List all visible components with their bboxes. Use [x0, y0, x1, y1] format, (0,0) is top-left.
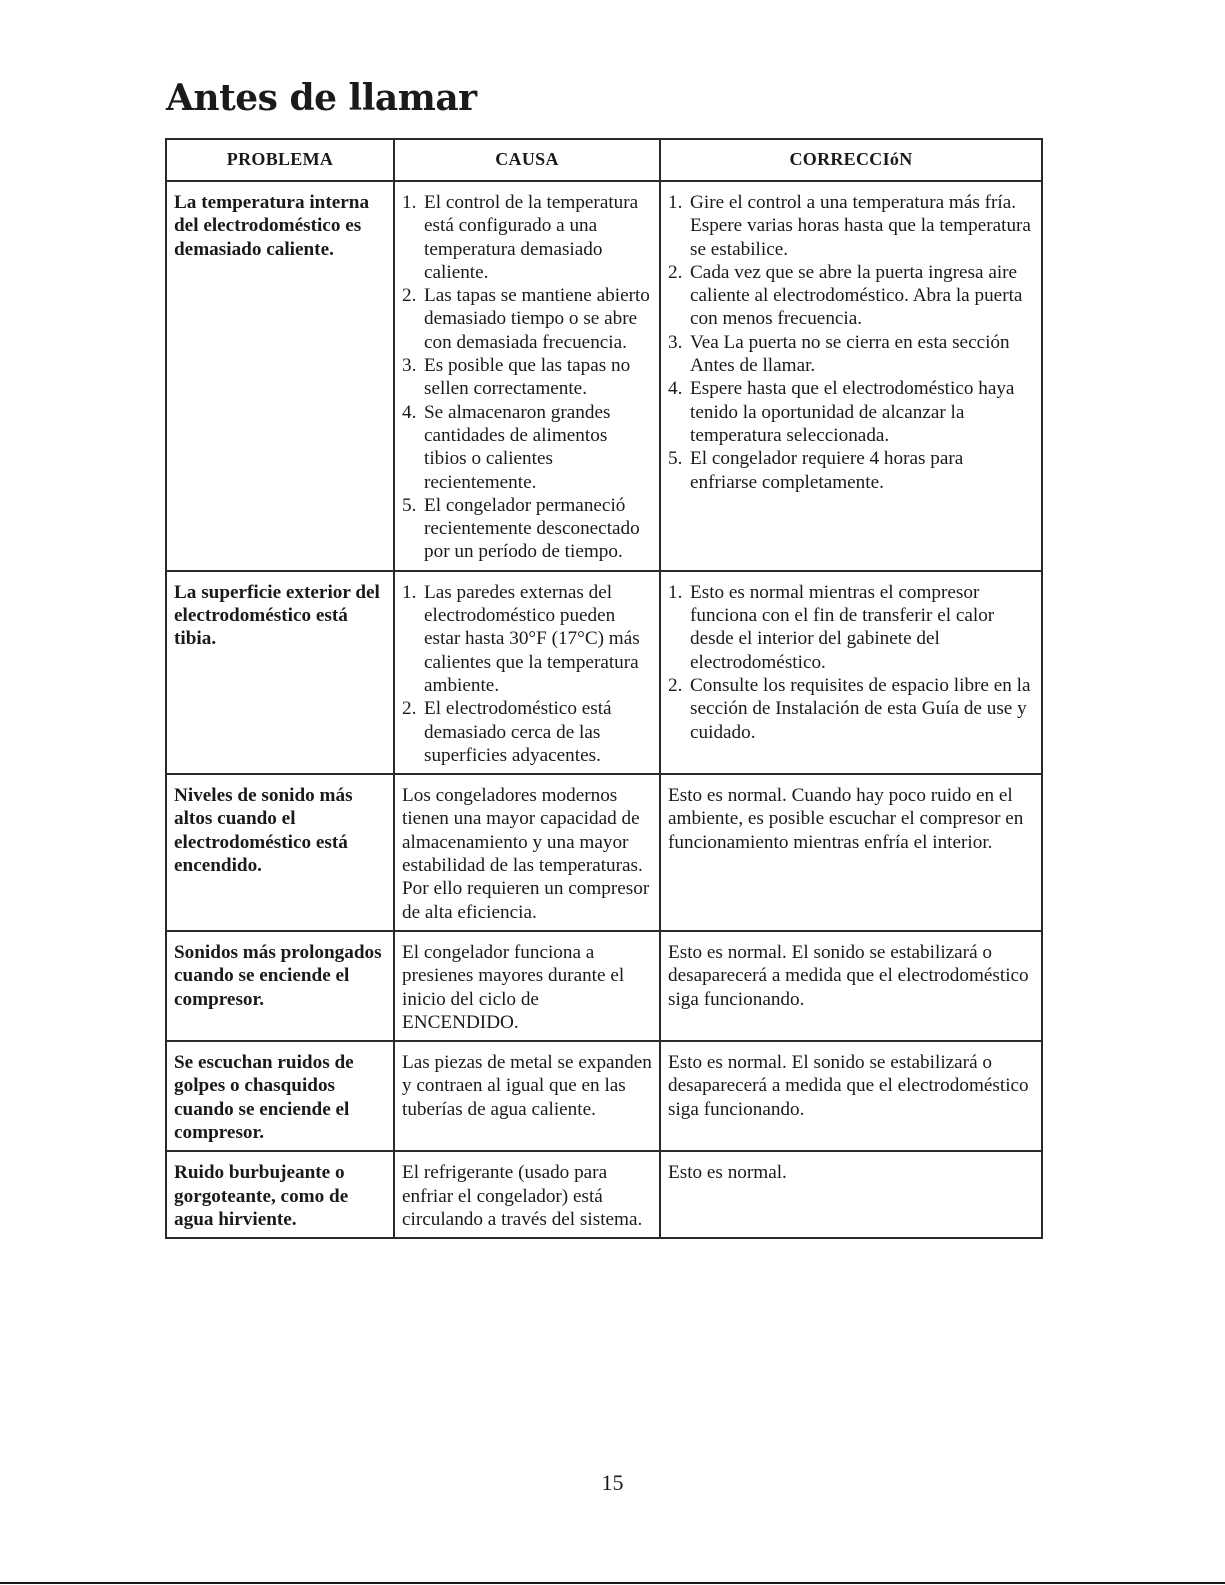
table-header-row: [166, 139, 1042, 181]
page-number: 15: [601, 1470, 624, 1495]
page-title: Antes de llamar: [166, 77, 477, 119]
table-row: [166, 1151, 1042, 1238]
column-header-cause: CAUSA: [394, 139, 660, 181]
correction-cell: Esto es normal.: [660, 1151, 1042, 1238]
correction-cell: Esto es normal. Cuando hay poco ruido en el ambiente, es posible escuchar el compresor en funcionamiento mientras enfría el interior.: [660, 774, 1042, 931]
table-row: [166, 1041, 1042, 1151]
column-header-correction: CORRECCIóN: [660, 139, 1042, 181]
list-item: 2. Consulte los requisites de espacio libre en la sección de Instalación de esta Guía de use y cuidado.: [668, 674, 1031, 743]
correction-list: [668, 191, 1035, 494]
list-item: 1. El control de la temperatura está configurado a una temperatura demasiado caliente.: [402, 192, 639, 283]
cause-cell: El congelador funciona a presienes mayores durante el inicio del ciclo de ENCENDIDO.: [394, 931, 660, 1041]
problem-cell: Sonidos más prolongados cuando se enciende el compresor.: [166, 931, 394, 1041]
troubleshooting-table: [165, 138, 1043, 1239]
cause-cell: El refrigerante (usado para enfriar el congelador) está circulando a través del sistema.: [394, 1151, 660, 1238]
cause-list: [402, 191, 653, 564]
table-row: [166, 181, 1042, 571]
correction-cell: [660, 181, 1042, 571]
problem-cell: Ruido burbujeante o gorgoteante, como de agua hirviente.: [166, 1151, 394, 1238]
correction-cell: Esto es normal. El sonido se estabilizará o desaparecerá a medida que el electrodoméstico siga funcionando.: [660, 1041, 1042, 1151]
problem-cell: La temperatura interna del electrodoméstico es demasiado caliente.: [166, 181, 394, 571]
correction-cell: Esto es normal. El sonido se estabilizará o desaparecerá a medida que el electrodoméstico siga funcionando.: [660, 931, 1042, 1041]
cause-cell: Las piezas de metal se expanden y contraen al igual que en las tuberías de agua caliente.: [394, 1041, 660, 1151]
column-header-problem: PROBLEMA: [166, 139, 394, 181]
problem-cell: Se escuchan ruidos de golpes o chasquidos cuando se enciende el compresor.: [166, 1041, 394, 1151]
cause-cell: [394, 181, 660, 571]
list-item: 1. Gire el control a una temperatura más fría. Espere varias horas hasta que la temperatura se estabilice.: [668, 192, 1031, 260]
list-item: 2. Las tapas se mantiene abierto demasiado tiempo o se abre con demasiada frecuencia.: [402, 285, 650, 353]
list-item: 2. Cada vez que se abre la puerta ingresa aire caliente al electrodoméstico. Abra la puerta con menos frecuencia.: [668, 261, 1023, 330]
list-item: 4. Se almacenaron grandes cantidades de alimentos tibios o calientes recientemente.: [402, 401, 611, 493]
table-row: [166, 571, 1042, 774]
correction-cell: [660, 571, 1042, 774]
cause-cell: [394, 571, 660, 774]
table-row: [166, 774, 1042, 931]
list-item: 2. El electrodoméstico está demasiado cerca de las superficies adyacentes.: [402, 698, 612, 766]
list-item: 5. El congelador requiere 4 horas para enfriarse completamente.: [668, 448, 964, 493]
list-item: 3. Vea La puerta no se cierra en esta sección Antes de llamar.: [668, 331, 1010, 377]
list-item: 5. El congelador permaneció recientemente desconectado por un período de tiempo.: [402, 494, 640, 563]
bottom-divider: [0, 1582, 1225, 1584]
list-item: 1. Las paredes externas del electrodoméstico pueden estar hasta 30°F (17°C) más calientes que la temperatura ambiente.: [402, 581, 640, 696]
list-item: 3. Es posible que las tapas no sellen correctamente.: [402, 355, 631, 400]
cause-list: [402, 581, 653, 767]
problem-cell: Niveles de sonido más altos cuando el electrodoméstico está encendido.: [166, 774, 394, 931]
cause-cell: Los congeladores modernos tienen una mayor capacidad de almacenamiento y una mayor estabilidad de las temperaturas. Por ello requieren un compresor de alta eficiencia.: [394, 774, 660, 931]
list-item: 1. Esto es normal mientras el compresor funciona con el fin de transferir el calor desde el interior del gabinete del electrodoméstico.: [668, 581, 995, 673]
correction-list: [668, 581, 1035, 744]
table-row: [166, 931, 1042, 1041]
list-item: 4. Espere hasta que el electrodoméstico haya tenido la oportunidad de alcanzar la temperatura seleccionada.: [668, 378, 1015, 446]
problem-cell: La superficie exterior del electrodoméstico está tibia.: [166, 571, 394, 774]
